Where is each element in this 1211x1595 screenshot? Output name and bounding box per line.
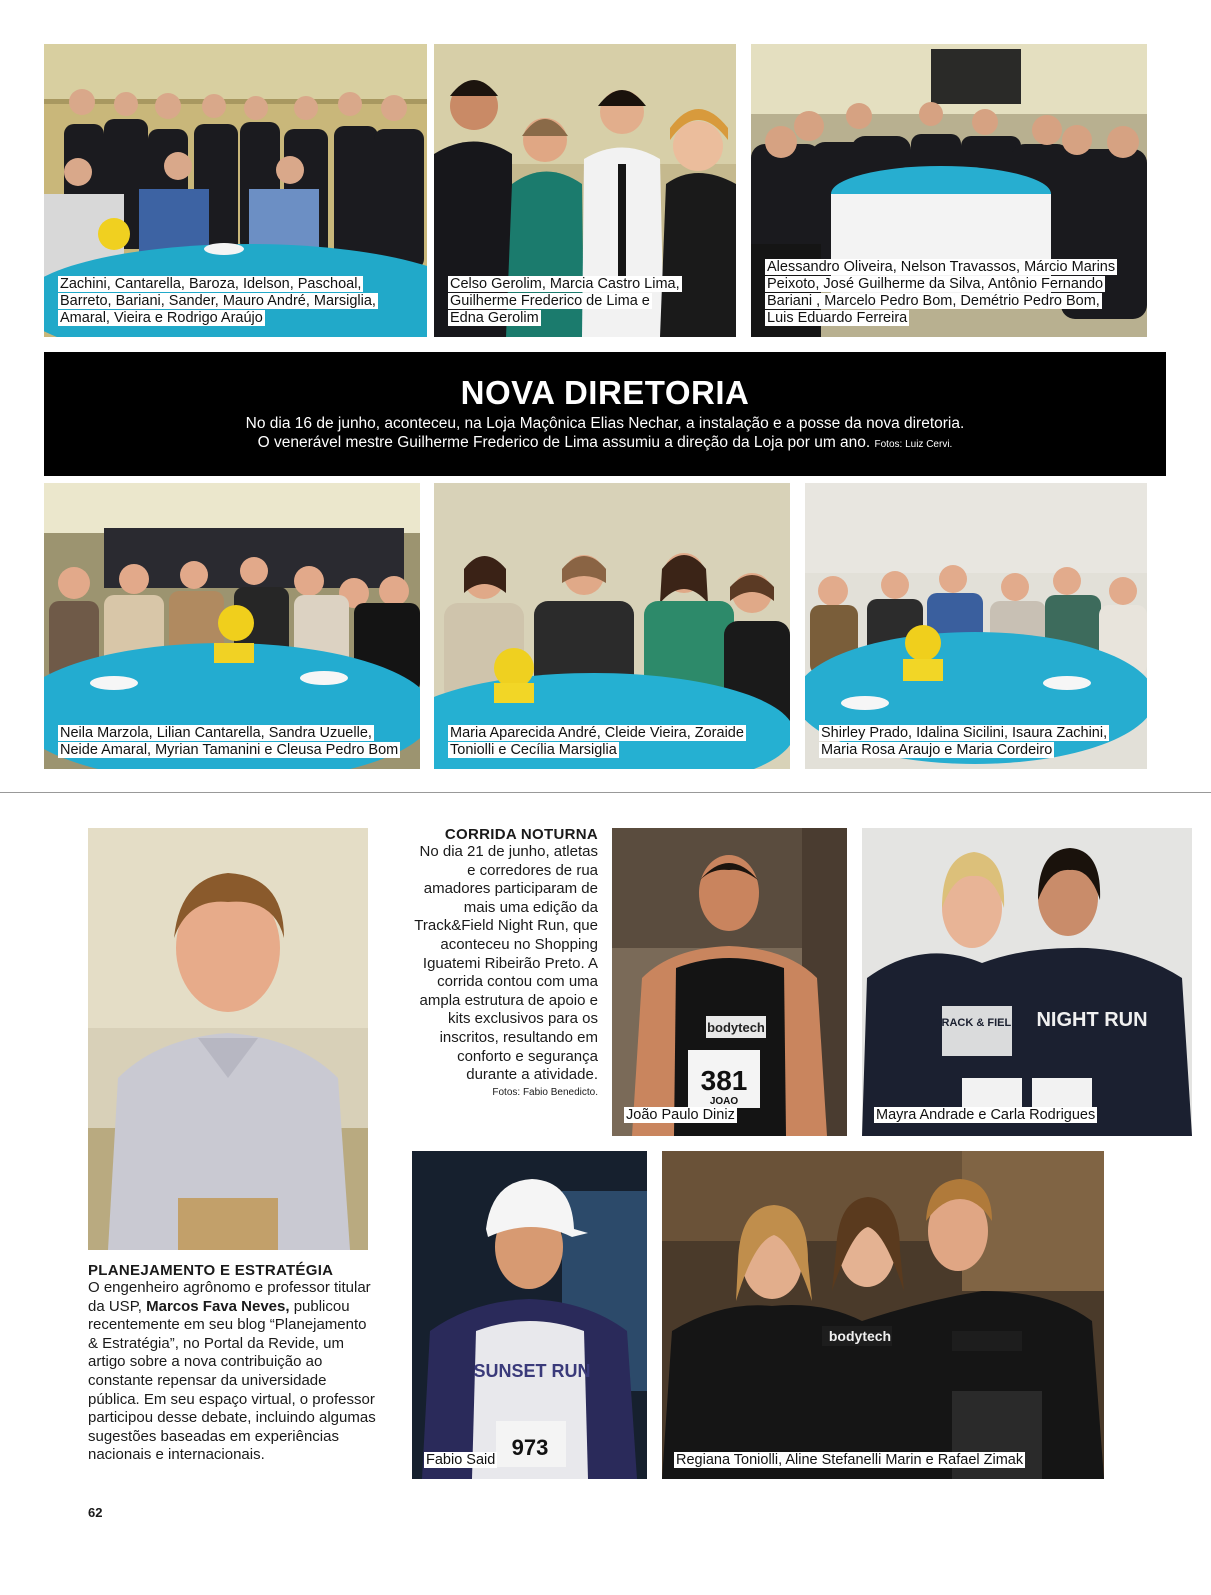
photo-caption: Regiana Toniolli, Aline Stefanelli Marin e Rafael Zimak — [676, 1452, 1024, 1468]
photo-caption: Shirley Prado, Idalina Sicilini, Isaura Zachini, Maria Rosa Araujo e Maria Cordeiro — [821, 725, 1108, 758]
shirt-logo-text: bodytech — [828, 1328, 892, 1344]
photo-scene — [862, 828, 1192, 1136]
corrida-text: No dia 21 de junho, atletas e corredores de rua amadores participaram de mais uma edição da Track&Field Night Run, que aconteceu no Shopping Iguatemi Ribeirão Preto. A corrida contou com uma ampla estrutura de apoio e kits exclusivos para os inscritos, resultando em conforto e segurança durante a atividade. — [414, 843, 598, 1084]
corrida-block — [410, 826, 598, 1098]
photo-scene — [412, 1151, 647, 1479]
banner-title: NOVA DIRETORIA — [460, 374, 750, 411]
photo-credit: Fotos: Luiz Cervi. — [874, 439, 953, 450]
photo-women-table-1 — [44, 483, 420, 769]
planejamento-block — [88, 1262, 378, 1465]
planejamento-name: Marcos Fava Neves, — [146, 1297, 290, 1315]
planejamento-text: O engenheiro agrônomo e professor titular da USP, Marcos Fava Neves, publicou recentemente em seu blog “Planejamento & Estratégia”, no Portal da Revide, um artigo sobre a nova contribuição ao constante repensar da universidade pública. Em seu espaço virtual, o professor participou desse debate, incluindo algumas sugestões baseadas em experiências nacionais e internacionais. — [88, 1279, 376, 1464]
race-bib-number: 973 — [511, 1435, 549, 1460]
planejamento-heading: PLANEJAMENTO E ESTRATÉGIA — [88, 1262, 334, 1279]
shirt-logo-text: SUNSET RUN — [473, 1361, 591, 1381]
nova-diretoria-banner — [44, 352, 1166, 476]
photo-caption: Maria Aparecida André, Cleide Vieira, Zoraide Toniolli e Cecília Marsiglia — [450, 725, 744, 758]
race-bib-name: JOAO — [709, 1096, 739, 1107]
page-number: 62 — [88, 1505, 103, 1520]
photo-couples — [434, 44, 736, 337]
shirt-logo-text: NIGHT RUN — [1036, 1009, 1148, 1031]
photo-regiana-aline-rafael — [662, 1151, 1104, 1479]
photo-caption: Zachini, Cantarella, Baroza, Idelson, Paschoal, Barreto, Bariani, Sander, Mauro André, Marsiglia, Amaral, Vieira e Rodrigo Araújo — [60, 276, 376, 326]
photo-scene — [612, 828, 847, 1136]
photo-women-table-3 — [805, 483, 1147, 769]
photo-caption: Neila Marzola, Lilian Cantarella, Sandra Uzuelle, Neide Amaral, Myrian Tamanini e Cleusa Pedro Bom — [60, 725, 399, 758]
section-divider — [0, 792, 1211, 793]
photo-mayra-carla — [862, 828, 1192, 1136]
photo-caption: Fabio Said — [426, 1452, 496, 1468]
photo-caption: Alessandro Oliveira, Nelson Travassos, Márcio Marins Peixoto, José Guilherme da Silva, Antônio Fernando Bariani , Marcelo Pedro Bom, Demétrio Pedro Bom, Luis Eduardo Ferreira — [767, 259, 1116, 326]
photo-credit: Fotos: Fabio Benedicto. — [492, 1086, 598, 1098]
corrida-heading: CORRIDA NOTURNA — [444, 826, 598, 843]
photo-caption: Mayra Andrade e Carla Rodrigues — [876, 1107, 1096, 1123]
photo-men-round-table — [751, 44, 1147, 337]
photo-women-table-2 — [434, 483, 790, 769]
photo-caption: Celso Gerolim, Marcia Castro Lima, Guilherme Frederico de Lima e Edna Gerolim — [450, 276, 680, 326]
banner-line-2: O venerável mestre Guilherme Frederico de Lima assumiu a direção da Loja por um ano. Fotos: Luiz Cervi. — [257, 434, 953, 451]
photo-scene — [88, 828, 368, 1250]
photo-marcos-fava-neves — [88, 828, 368, 1250]
race-bib-number: 381 — [700, 1065, 748, 1096]
photo-joao-paulo-diniz — [612, 828, 847, 1136]
shirt-logo-text: bodytech — [707, 1020, 765, 1035]
banner-line-1: No dia 16 de junho, aconteceu, na Loja Maçônica Elias Nechar, a instalação e a posse da nova diretoria. — [245, 415, 965, 432]
photo-caption: João Paulo Diniz — [626, 1107, 735, 1123]
photo-group-men-table — [44, 44, 427, 337]
shirt-logo-text: TRACK & FIELD — [934, 1017, 1020, 1029]
photo-fabio-said — [412, 1151, 647, 1479]
photo-scene — [662, 1151, 1104, 1479]
